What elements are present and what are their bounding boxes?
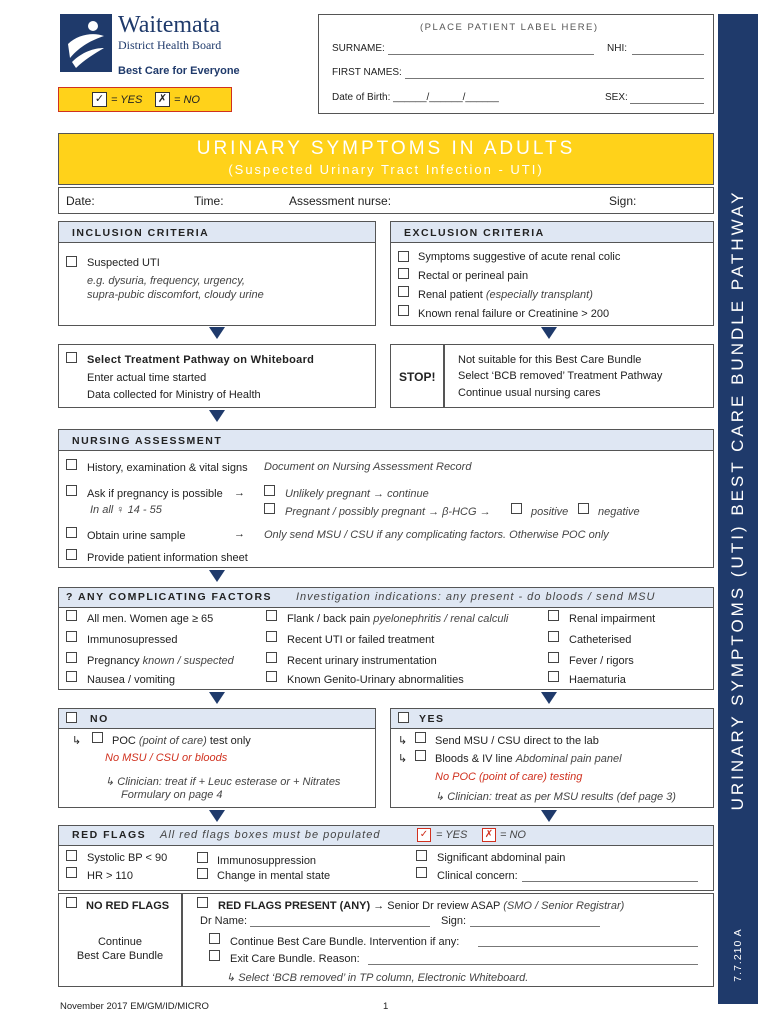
clinical-concern-field[interactable] [522, 881, 698, 882]
negative-label: negative [598, 506, 640, 518]
pregnancy-factor-note: known / suspected [142, 655, 234, 667]
exclusion-item-4: Known renal failure or Creatinine > 200 [418, 308, 610, 320]
yes-checkbox[interactable] [398, 712, 409, 723]
mental-state-checkbox[interactable] [197, 868, 208, 879]
date-label[interactable]: Date: [66, 194, 95, 208]
unlikely-pregnant-label: Unlikely pregnant → continue [285, 488, 429, 500]
pregnancy-factor-checkbox[interactable] [66, 652, 77, 663]
surname-label: SURNAME: [332, 43, 385, 54]
complicating-header: ? ANY COMPLICATING FACTORS [66, 591, 273, 603]
sign-label[interactable]: Sign: [609, 194, 637, 208]
arrow-down-icon [541, 327, 557, 339]
dr-sign-label: Sign: [441, 915, 467, 927]
haematuria-checkbox[interactable] [548, 671, 559, 682]
bloods-text: Bloods & IV line [435, 753, 513, 765]
no-label: = NO [174, 94, 200, 106]
patient-label-title: (PLACE PATIENT LABEL HERE) [420, 22, 599, 33]
formulary-label: Formulary on page 4 [121, 789, 223, 801]
select-pathway-label: Select Treatment Pathway on Whiteboard [87, 354, 315, 366]
no-msu-label: No MSU / CSU or bloods [105, 752, 228, 764]
catheterised-label: Catheterised [569, 634, 632, 646]
red-flags-header-bar [59, 826, 713, 846]
exclusion-checkbox-1[interactable] [398, 251, 409, 262]
nurse-label[interactable]: Assessment nurse: [289, 194, 392, 208]
nhi-field[interactable] [632, 54, 704, 55]
haematuria-label: Haematuria [569, 674, 626, 686]
yes-mark: ✓ [92, 92, 107, 107]
info-sheet-label: Provide patient information sheet [87, 552, 248, 564]
dr-name-label: Dr Name: [200, 915, 248, 927]
red-flags-yes: = YES [436, 829, 468, 841]
senior-text: Senior Dr review ASAP [387, 900, 501, 912]
bloods-note: Abdominal pain panel [515, 753, 622, 765]
no-checkbox[interactable] [66, 712, 77, 723]
sub-arrow-icon: ↳ [72, 735, 82, 747]
fever-label: Fever / rigors [569, 655, 634, 667]
send-msu-checkbox[interactable] [415, 732, 426, 743]
dr-name-field[interactable] [250, 926, 430, 927]
poc-checkbox[interactable] [92, 732, 103, 743]
first-names-label: FIRST NAMES: [332, 67, 402, 78]
yes-no-legend [58, 87, 232, 112]
first-names-field[interactable] [405, 78, 704, 79]
men-women-checkbox[interactable] [66, 610, 77, 621]
red-flags-present-label [218, 900, 624, 912]
flank-checkbox[interactable] [266, 610, 277, 621]
urine-note: Only send MSU / CSU if any complicating factors. Otherwise POC only [264, 529, 609, 541]
sex-label: SEX: [605, 92, 628, 103]
poc-text: POC [112, 735, 136, 747]
arrow-down-icon [541, 810, 557, 822]
positive-label: positive [531, 506, 569, 518]
red-flags-no-mark: ✗ [482, 828, 496, 842]
exclusion-item-1: Symptoms suggestive of acute renal colic [418, 251, 621, 263]
intervention-field[interactable] [478, 946, 698, 947]
senior-note: (SMO / Senior Registrar) [503, 900, 625, 912]
continue-intervention-label: Continue Best Care Bundle. Intervention if any: [230, 936, 460, 948]
select-pathway-checkbox[interactable] [66, 352, 77, 363]
inclusion-examples-1: e.g. dysuria, frequency, urgency, [87, 275, 245, 287]
pregnancy-factor-text: Pregnancy [87, 655, 140, 667]
arrow-down-icon [209, 810, 225, 822]
renal-patient-note: (especially transplant) [485, 289, 593, 301]
continue-label: Continue [97, 936, 143, 948]
footer-left: November 2017 EM/GM/ID/MICRO [60, 1001, 209, 1012]
renal-patient-label: Renal patient [418, 289, 483, 301]
exclusion-header: EXCLUSION CRITERIA [404, 227, 545, 239]
exit-reason-field[interactable] [368, 964, 698, 965]
exclusion-checkbox-3[interactable] [398, 286, 409, 297]
page-title: URINARY SYMPTOMS IN ADULTS [196, 138, 576, 159]
positive-checkbox[interactable] [511, 503, 522, 514]
info-sheet-checkbox[interactable] [66, 549, 77, 560]
immunosupressed-label: Immunosupressed [87, 634, 178, 646]
poc-test-only: test only [209, 735, 251, 747]
exit-label: Exit Care Bundle. Reason: [230, 953, 360, 965]
renal-impairment-label: Renal impairment [569, 613, 656, 625]
catheterised-checkbox[interactable] [548, 631, 559, 642]
logo [60, 14, 112, 72]
systolic-label: Systolic BP < 90 [87, 852, 168, 864]
arrow-down-icon [209, 410, 225, 422]
red-flags-yes-mark: ✓ [417, 828, 431, 842]
instrumentation-label: Recent urinary instrumentation [287, 655, 437, 667]
negative-checkbox[interactable] [578, 503, 589, 514]
red-flags-no: = NO [500, 829, 526, 841]
systolic-checkbox[interactable] [66, 850, 77, 861]
history-note: Document on Nursing Assessment Record [264, 461, 472, 473]
flank-label [287, 613, 508, 625]
nausea-checkbox[interactable] [66, 671, 77, 682]
stop-label: STOP! [399, 370, 436, 384]
dob-label[interactable]: Date of Birth: ______/______/______ [332, 92, 499, 103]
flank-note: pyelonephritis / renal calculi [373, 613, 509, 625]
recent-uti-checkbox[interactable] [266, 631, 277, 642]
nausea-label: Nausea / vomiting [87, 674, 176, 686]
exclusion-checkbox-2[interactable] [398, 268, 409, 279]
exit-checkbox[interactable] [209, 950, 220, 961]
flank-text: Flank / back pain [287, 613, 371, 625]
immunosupressed-checkbox[interactable] [66, 631, 77, 642]
clinical-concern-checkbox[interactable] [416, 867, 427, 878]
gu-abnormalities-checkbox[interactable] [266, 671, 277, 682]
pregnancy-label: Ask if pregnancy is possible [87, 488, 223, 500]
no-red-flags-checkbox[interactable] [66, 897, 77, 908]
investigation-note: Investigation indications: any present - do bloods / send MSU [296, 591, 656, 603]
yes-header: YES [419, 713, 445, 725]
history-label: History, examination & vital signs [87, 462, 248, 474]
sidebar-title: URINARY SYMPTOMS (UTI) BEST CARE BUNDLE PATHWAY [728, 189, 747, 811]
unlikely-pregnant-checkbox[interactable] [264, 485, 275, 496]
yes-label: = YES [111, 94, 143, 106]
suspected-uti-checkbox[interactable] [66, 256, 77, 267]
bundle-label: Best Care Bundle [76, 950, 164, 962]
red-flags-header: RED FLAGS [72, 829, 147, 841]
abdominal-pain-label: Significant abdominal pain [437, 852, 566, 864]
no-clinician-label: ↳ Clinician: treat if + Leuc esterase or + Nitrates [105, 776, 341, 788]
history-checkbox[interactable] [66, 459, 77, 470]
not-suitable-label: Not suitable for this Best Care Bundle [458, 354, 642, 366]
sub-arrow-icon: ↳ [398, 735, 408, 747]
arrow-down-icon [209, 692, 225, 704]
no-header: NO [90, 713, 109, 725]
hr-checkbox[interactable] [66, 867, 77, 878]
yes-clinician-label: ↳ Clinician: treat as per MSU results (def page 3) [435, 791, 676, 803]
immunosuppression-label: Immunosuppression [217, 855, 317, 867]
inclusion-header: INCLUSION CRITERIA [72, 227, 210, 239]
exclusion-checkbox-4[interactable] [398, 305, 409, 316]
present-text: RED FLAGS PRESENT (ANY) → [218, 900, 385, 912]
dr-sign-field[interactable] [470, 926, 600, 927]
arrow-down-icon [209, 570, 225, 582]
renal-impairment-checkbox[interactable] [548, 610, 559, 621]
abdominal-pain-checkbox[interactable] [416, 850, 427, 861]
page-subtitle: (Suspected Urinary Tract Infection - UTI) [228, 162, 544, 177]
continue-intervention-checkbox[interactable] [209, 933, 220, 944]
arrow-right-icon: → [234, 528, 245, 540]
red-flags-present-checkbox[interactable] [197, 897, 208, 908]
sidebar-code: 7.7.210 A [732, 928, 744, 982]
page-number: 1 [383, 1001, 389, 1012]
sub-arrow-icon: ↳ [398, 753, 408, 765]
arrow-down-icon [541, 692, 557, 704]
bloods-checkbox[interactable] [415, 750, 426, 761]
time-label[interactable]: Time: [194, 194, 224, 208]
waitemata-logo-icon [60, 14, 112, 72]
continue-usual-label: Continue usual nursing cares [458, 387, 601, 399]
select-bcb-label: Select ‘BCB removed’ Treatment Pathway [458, 370, 663, 382]
no-poc-label: No POC (point of care) testing [435, 771, 583, 783]
enter-time-label: Enter actual time started [87, 372, 207, 384]
exclusion-item-2: Rectal or perineal pain [418, 270, 529, 282]
bloods-label [435, 753, 622, 765]
surname-field[interactable] [388, 54, 594, 55]
urine-checkbox[interactable] [66, 527, 77, 538]
immunosuppression-checkbox[interactable] [197, 852, 208, 863]
suspected-uti-label: Suspected UTI [87, 257, 160, 269]
tagline: Best Care for Everyone [118, 65, 240, 77]
inclusion-examples-2: supra-pubic discomfort, cloudy urine [87, 289, 264, 301]
org-name: Waitemata [118, 12, 221, 38]
send-msu-label: Send MSU / CSU direct to the lab [435, 735, 599, 747]
pregnancy-factor-label [87, 655, 234, 667]
fever-checkbox[interactable] [548, 652, 559, 663]
mental-state-label: Change in mental state [217, 870, 331, 882]
red-flags-note: All red flags boxes must be populated [160, 829, 381, 841]
select-removed-label: ↳ Select ‘BCB removed’ in TP column, Electronic Whiteboard. [226, 972, 529, 984]
no-mark: ✗ [155, 92, 170, 107]
recent-uti-label: Recent UTI or failed treatment [287, 634, 435, 646]
pregnancy-checkbox[interactable] [66, 485, 77, 496]
arrow-down-icon [209, 327, 225, 339]
exclusion-item-3 [418, 289, 593, 301]
no-red-flags-label: NO RED FLAGS [86, 900, 170, 912]
men-women-label: All men. Women age ≥ 65 [87, 613, 214, 625]
nursing-header: NURSING ASSESSMENT [72, 435, 223, 447]
possibly-pregnant-label: Pregnant / possibly pregnant → β-HCG → [285, 506, 491, 518]
poc-label [112, 735, 251, 747]
possibly-pregnant-checkbox[interactable] [264, 503, 275, 514]
nhi-label: NHI: [607, 43, 627, 54]
in-all-label: In all ♀ 14 - 55 [90, 504, 162, 516]
clinical-concern-label: Clinical concern: [437, 870, 518, 882]
org-sub: District Health Board [118, 38, 222, 52]
hr-label: HR > 110 [87, 870, 133, 882]
arrow-right-icon: → [234, 487, 245, 499]
instrumentation-checkbox[interactable] [266, 652, 277, 663]
urine-label: Obtain urine sample [87, 530, 186, 542]
data-collected-label: Data collected for Ministry of Health [87, 389, 261, 401]
sex-field[interactable] [630, 103, 704, 104]
gu-abnormalities-label: Known Genito-Urinary abnormalities [287, 674, 464, 686]
poc-note: (point of care) [138, 735, 207, 747]
